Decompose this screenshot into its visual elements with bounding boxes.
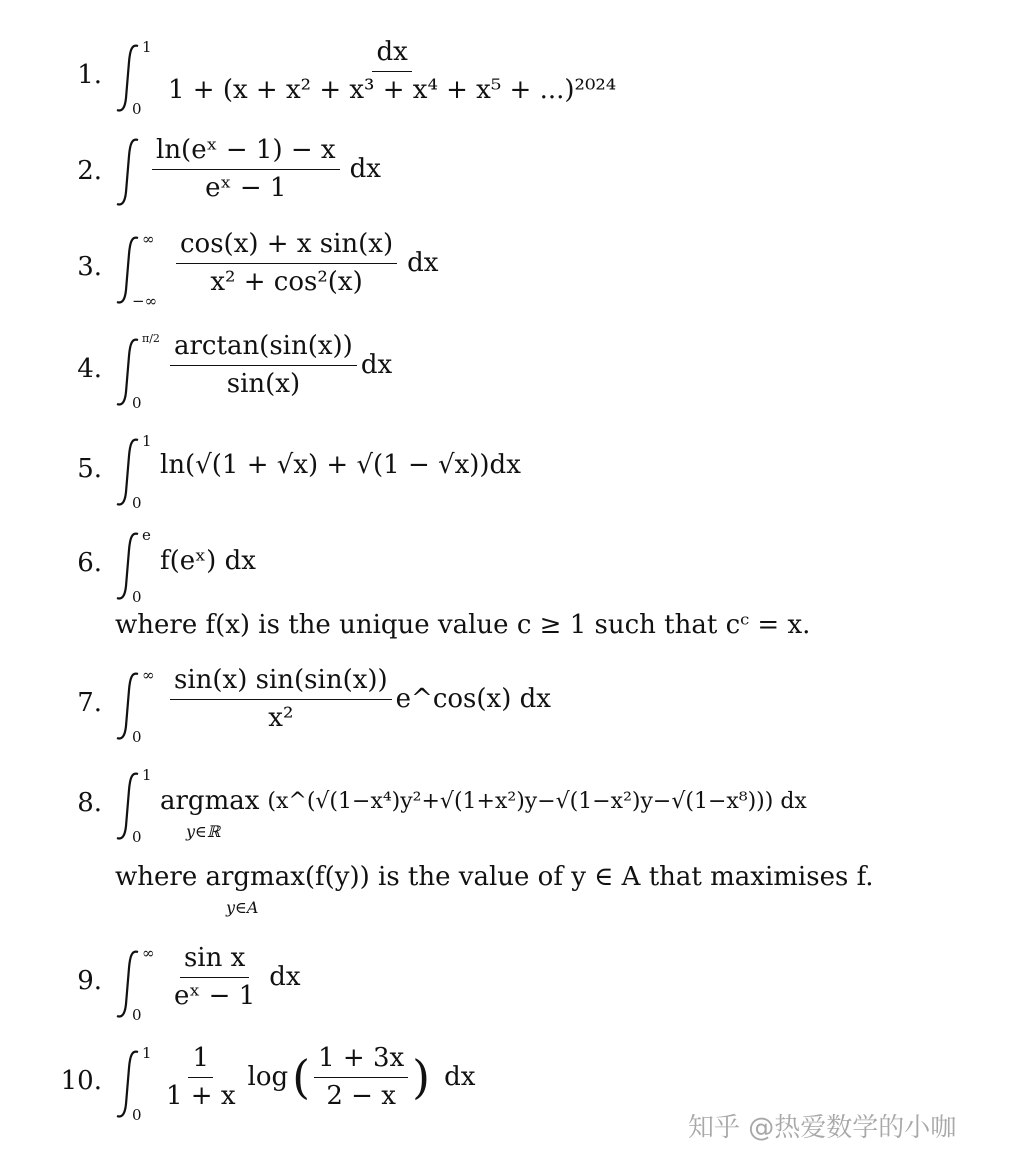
integral-sign bbox=[112, 136, 146, 208]
argmax-subscript: y∈ℝ bbox=[186, 822, 221, 841]
differential: dx bbox=[444, 1062, 476, 1093]
lower-limit: 0 bbox=[132, 828, 142, 846]
integrand bbox=[166, 944, 301, 1010]
fraction bbox=[170, 944, 259, 1010]
numerator: sin x bbox=[180, 944, 249, 978]
upper-limit: 1 bbox=[142, 1044, 152, 1062]
numerator: cos(x) + x sin(x) bbox=[176, 230, 397, 264]
denominator: x² + cos²(x) bbox=[210, 266, 363, 297]
exponential-factor: e^cos(x) dx bbox=[395, 684, 551, 715]
integrand bbox=[160, 450, 521, 480]
fraction bbox=[164, 38, 620, 104]
differential: dx bbox=[269, 962, 301, 993]
fraction bbox=[314, 1044, 408, 1110]
fraction bbox=[152, 136, 340, 202]
integrand bbox=[166, 332, 392, 398]
denominator: sin(x) bbox=[226, 368, 301, 399]
upper-limit: 1 bbox=[142, 432, 152, 450]
integral-sign bbox=[112, 666, 155, 746]
integral-sign bbox=[112, 230, 158, 310]
integrand bbox=[160, 546, 256, 576]
note: where argmax(f(y)) is the value of y ∈ A that maximises f. bbox=[115, 862, 874, 892]
numerator: ln(eˣ − 1) − x bbox=[152, 136, 340, 170]
numerator: dx bbox=[372, 38, 411, 72]
problem-number: 8. bbox=[77, 788, 102, 818]
differential: dx bbox=[360, 350, 393, 381]
upper-limit: e bbox=[142, 526, 151, 544]
integral-sign bbox=[112, 944, 155, 1024]
numerator: arctan(sin(x)) bbox=[170, 332, 357, 366]
integral-sign bbox=[112, 1044, 152, 1124]
right-paren: ) bbox=[412, 1050, 431, 1105]
denominator: 2 − x bbox=[326, 1080, 396, 1111]
lower-limit: 0 bbox=[132, 1006, 142, 1024]
lower-limit: 0 bbox=[132, 588, 142, 606]
upper-limit: ∞ bbox=[142, 230, 155, 248]
integrand bbox=[148, 136, 381, 202]
problem-number: 3. bbox=[77, 252, 102, 282]
numerator: 1 + 3x bbox=[314, 1044, 408, 1078]
numerator: sin(x) sin(sin(x)) bbox=[170, 666, 392, 700]
integrand bbox=[160, 786, 807, 816]
lower-limit: 0 bbox=[132, 494, 142, 512]
integrand bbox=[172, 230, 438, 296]
upper-limit: π/2 bbox=[142, 332, 160, 345]
note-subscript: y∈A bbox=[226, 898, 259, 917]
upper-limit: ∞ bbox=[142, 944, 155, 962]
note: where f(x) is the unique value c ≥ 1 such that cᶜ = x. bbox=[115, 610, 811, 640]
expression: ln(√(1 + √x) + √(1 − √x))dx bbox=[160, 450, 521, 480]
upper-limit: 1 bbox=[142, 766, 152, 784]
denominator: x² bbox=[268, 702, 294, 733]
lower-limit: 0 bbox=[132, 394, 142, 412]
integral-sign bbox=[112, 38, 152, 118]
fraction bbox=[176, 230, 397, 296]
problem-number: 4. bbox=[77, 354, 102, 384]
integral-sign bbox=[112, 332, 160, 412]
denominator: eˣ − 1 bbox=[174, 980, 256, 1011]
problem-number: 9. bbox=[77, 966, 102, 996]
differential: dx bbox=[407, 248, 439, 279]
denominator: eˣ − 1 bbox=[205, 172, 287, 203]
integral-sign bbox=[112, 766, 152, 846]
integrand bbox=[160, 38, 624, 104]
expression: (x^(√(1−x⁴)y²+√(1+x²)y−√(1−x²)y−√(1−x⁸))) dx bbox=[267, 788, 807, 814]
lower-limit: 0 bbox=[132, 728, 142, 746]
integral-sign bbox=[112, 432, 152, 512]
integral-sign bbox=[112, 526, 151, 606]
denominator: 1 + x bbox=[166, 1080, 236, 1111]
problem-number: 7. bbox=[77, 688, 102, 718]
lower-limit: 0 bbox=[132, 1106, 142, 1124]
problem-number: 1. bbox=[77, 60, 102, 90]
argmax-operator: argmax bbox=[160, 786, 260, 816]
upper-limit: 1 bbox=[142, 38, 152, 56]
lower-limit: −∞ bbox=[132, 292, 158, 310]
watermark: 知乎 @热爱数学的小咖 bbox=[688, 1113, 957, 1143]
fraction bbox=[170, 332, 357, 398]
problem-number: 10. bbox=[60, 1066, 102, 1096]
problem-number: 2. bbox=[77, 156, 102, 186]
fraction bbox=[170, 666, 392, 732]
upper-limit: ∞ bbox=[142, 666, 155, 684]
integrand bbox=[158, 1044, 475, 1110]
problem-number: 5. bbox=[77, 454, 102, 484]
integrand bbox=[166, 666, 551, 732]
numerator: 1 bbox=[188, 1044, 213, 1078]
log-operator: log bbox=[247, 1062, 289, 1093]
differential: dx bbox=[349, 154, 381, 185]
denominator: 1 + (x + x² + x³ + x⁴ + x⁵ + ...)²⁰²⁴ bbox=[168, 74, 617, 105]
fraction bbox=[162, 1044, 240, 1110]
left-paren: ( bbox=[292, 1050, 311, 1105]
problem-number: 6. bbox=[77, 548, 102, 578]
expression: f(eˣ) dx bbox=[160, 546, 256, 576]
lower-limit: 0 bbox=[132, 100, 142, 118]
